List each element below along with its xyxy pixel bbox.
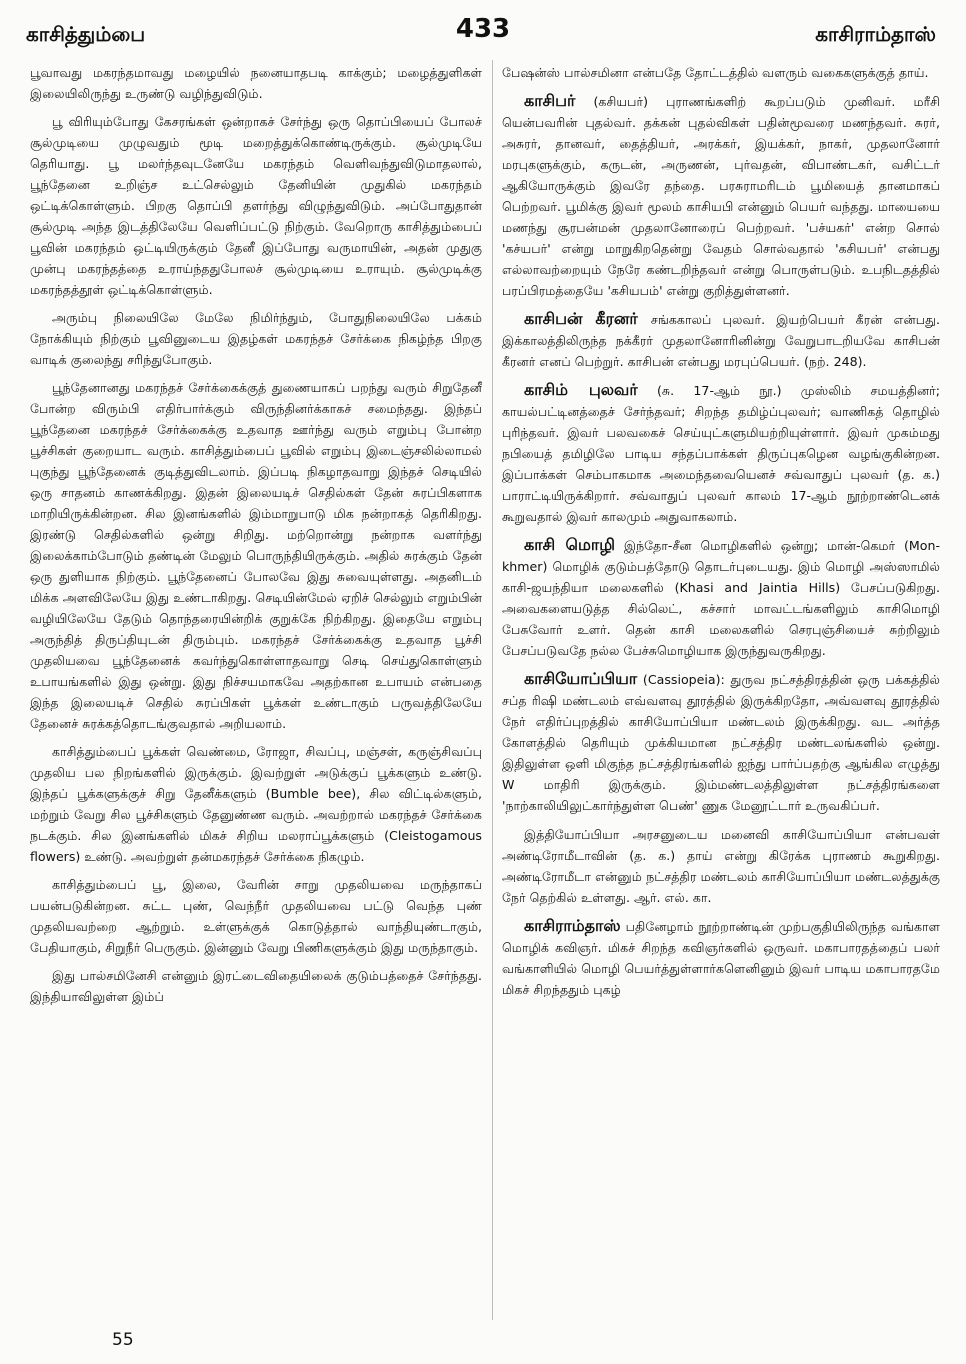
left-column [30, 62, 482, 1337]
paragraph: காசித்தும்பைப் பூக்கள் வெண்மை, ரோஜா, சிவப்பு, மஞ்சள், கருஞ்சிவப்பு முதலிய பல நிறங்களில் இருக்கும். இவற்றுள் அடுக்குப் பூக்களும் உண்டு. இந்தப் பூக்களுக்குச் சிறு தேனீக்களும் (Bumble bee), சில விட்டில்களும், மற்றும் வேறு சில பூச்சிகளும் தேனுண்ண வரும். அவற்றால் மகரந்தச் சேர்க்கை நடக்கும். சில இனங்களில் மிகச் சிறிய மலராப்பூக்களும் (Cleistogamous flowers) உண்டு. அவற்றுள் தன்மகரந்தச் சேர்க்கை நிகழும். [30, 744, 482, 864]
entry-headword: காசிராம்தாஸ் [524, 916, 621, 935]
entry-body: இத்தியோப்பியா அரசனுடைய மனைவி காசியோப்பியா என்பவள் அண்டிரோமீடாவின் (த. க.) தாய் என்று கிரேக்க புராணம் கூறுகிறது. அண்டிரோமீடா என்னும் நட்சத்திர மண்டலம் காசியோப்பியா மண்டலத்துக்கு நேர் தெற்கில் உள்ளது. ஆர். எல். கா. [502, 827, 940, 905]
entry [502, 308, 940, 372]
paragraph: இது பால்சமினேசி என்னும் இரட்டைவிதையிலைக் குடும்பத்தைச் சேர்ந்தது. இந்தியாவிலுள்ள இம்ப் [30, 968, 482, 1004]
entry-body: பதினேழாம் நூற்றாண்டின் முற்பகுதியிலிருந்த வங்காள மொழிக் கவிஞர். மிகச் சிறந்த கவிஞர்களில் ஒருவர். மகாபாரதத்தைப் பலர் வங்காளியில் மொழி பெயர்த்துள்ளார்களெனினும் இவர் பாடிய மகாபாரதமே மிகச் சிறந்ததும் புகழ் [502, 919, 940, 997]
entry-continuation [502, 823, 940, 908]
running-head-left: காசித்தும்பை [26, 22, 146, 46]
entry [502, 668, 940, 816]
entry-body: சங்ககாலப் புலவர். இயற்பெயர் கீரன் என்பது. இக்காலத்திலிருந்த நக்கீரர் முதலானோரினின்று வேறுபாடறியவே காசிபன் கீரனர் எனப் பெற்றுர். காசிபன் என்பது மரபுப்பெயர். (நற். 248). [502, 312, 940, 369]
entry-headword: காசி மொழி [524, 535, 615, 554]
entry-body: (சு. 17-ஆம் நூ.) முஸ்லிம் சமயத்தினர்; காயல்பட்டினத்தைச் சேர்ந்தவர்; சிறந்த தமிழ்ப்புலவர்; வாணிகத் தொழில் புரிந்தவர். இவர் பலவகைச் செய்யுட்களுமியற்றியுள்ளார். இவர் முகம்மது நபியைத் தமிழிலே பாடிய சந்தப்பாக்கள் திருப்புகழென வழங்குகின்றன. இப்பாக்கள் செம்பாகமாக அமைந்தவையெனச் சவ்வாதுப் புலவர் (த. க.) பாராட்டியிருக்கிறார். சவ்வாதுப் புலவர் காலம் 17-ஆம் நூற்றாண்டெனக் கூறுவதால் இவர் காலமும் அதுவாகலாம். [502, 383, 940, 524]
entry-headword: காசிபர் [524, 91, 576, 110]
entry [502, 379, 940, 527]
paragraph: பூவாவது மகரந்தமாவது மழையில் நனையாதபடி காக்கும்; மழைத்துளிகள் இலையிலிருந்து உருண்டு வழிந்துவிடும். [30, 65, 482, 101]
paragraph: காசித்தும்பைப் பூ, இலை, வேரின் சாறு முதலியவை மருந்தாகப் பயன்படுகின்றன. சுட்ட புண், வெந்நீர் முதலியவை பட்டு வெந்த புண் முதலியவற்றை ஆற்றும். உள்ளுக்குக் கொடுத்தால் வாந்தியுண்டாகும், பேதியாகும், சிறுநீர் பெருகும். இன்னும் வேறு பிணிகளுக்கும் இது மருந்தாகும். [30, 877, 482, 955]
paragraph: அரும்பு நிலையிலே மேலே நிமிர்ந்தும், போதுநிலையிலே பக்கம் நோக்கியும் நிற்கும் பூவினுடைய இதழ்கள் மகரந்தச் சேர்க்கை நிகழ்ந்த பிறகு வாடிக் குலைந்து சரிந்துபோகும். [30, 310, 482, 367]
entry-body: (கசியபர்) புராணங்களிற் கூறப்படும் முனிவர். மரீசி யென்பவரின் புதல்வர். தக்கன் புதல்விகள் பதின்மூவரை மணந்தவர். சுரர், அசுரர், தானவர், தைத்தியர், அரக்கர், இயக்கர், நாகர், முதலானோர் மரபுகளுக்கும், கருடன், அருணன், புர்வதன், விபாண்டகர், வசிட்டர் ஆகியோருக்கும் இவரே தந்தை. பரசுராமரிடம் பூமியைத் தானமாகப் பெற்றவர். பூமிக்கு இவர் மூலம் காசியபி என்னும் பெயர் வந்தது. மாயையை மணந்து சூரபன்மன் முதலானோரைப் பெற்றவர். 'பச்யகர்' என்ற சொல் 'கச்யபர்' என்று மாறுகிறதென்று வேதம் சொல்வதால் 'கசியபர்' என்பது எல்லாவற்றையும் நேரே கண்டறிந்தவர் என்று பொருள்படும். உபநிடதத்தில் பரப்பிரமத்தையே 'கசியபம்' என்று குறித்துள்ளனர். [502, 94, 940, 298]
entry [502, 90, 940, 301]
entry [502, 915, 940, 1000]
right-column [502, 62, 940, 1337]
entry-body: (Cassiopeia): துருவ நட்சத்திரத்தின் ஒரு பக்கத்தில் சப்த ரிஷி மண்டலம் எவ்வளவு தூரத்தில் இருக்கிறதோ, அவ்வளவு தூரத்தில் நேர் எதிர்ப்புறத்தில் காசியோப்பியா மண்டலம் இருக்கிறது. வட அர்த்த கோளத்தில் தெரியும் முக்கியமான நட்சத்திர மண்டலங்களில் ஒன்று. இதிலுள்ள ஒளி மிகுந்த நட்சத்திரங்களில் ஐந்து பார்ப்பதற்கு ஆங்கில எழுத்து W மாதிரி இருக்கும். இம்மண்டலத்திலுள்ள நட்சத்திரங்களை 'நாற்காலியிலுட்கார்ந்துள்ள பெண்' ணுக மேனூட்டார் உருவகிப்பர். [502, 672, 940, 813]
entry-headword: காசியோப்பியா [524, 669, 638, 688]
footer-number: 55 [112, 1330, 134, 1350]
continuation-paragraph: பேஷன்ஸ் பால்சமினா என்பதே தோட்டத்தில் வளரும் வகைகளுக்குத் தாய். [502, 65, 929, 80]
entry-headword: காசிபன் கீரனா் [524, 309, 640, 328]
entry [502, 534, 940, 661]
running-head-right: காசிராம்தாஸ் [815, 22, 936, 46]
entry-headword: காசிம் புலவர் [524, 380, 638, 399]
column-divider [492, 60, 493, 1320]
page-header [0, 10, 966, 52]
paragraph: பூ விரியும்போது கேசரங்கள் ஒன்றாகச் சேர்ந்து ஒரு தொப்பியைப் போலச் சூல்முடியை முழுவதும் மூடி மறைத்துக்கொண்டிருக்கும். சூல்முடியே தெரியாது. பூ மலர்ந்தவுடனேயே மகரந்தம் வெளிவந்துவிடுமாதலால், பூந்தேனை உறிஞ்ச உட்செல்லும் தேனியின் முதுகில் மகரந்தம் ஒட்டிக்கொள்ளும். பிறகு தொப்பி தளர்ந்து விழுந்துவிடும். அப்போதுதான் சூல்முடி அந்த இடத்திலேயே வெளிப்பட்டு நிற்கும். வேறொரு காசித்தும்பைப் பூவின் மகரந்தம் ஒட்டியிருக்கும் தேனீ இப்போது வருமாயின், அதன் முதுகு முன்பு மகரந்தத்தை உராய்ந்ததுபோலச் சூல்முடியை உராயும். சூல்முடிக்கு மகரந்தத்தூள் ஒட்டிக்கொள்ளும். [30, 114, 482, 297]
paragraph: பூந்தேனானது மகரந்தச் சேர்க்கைக்குத் துணையாகப் பறந்து வரும் சிறுதேனீ போன்ற விரும்பி எதிர்பார்க்கும் விருந்தினர்க்காகச் சமைந்தது. இந்தப் பூந்தேனை மகரந்தச் சேர்க்கைக்கு உதவாத ஊர்ந்து வரும் எறும்பு போன்ற பூச்சிகள் குறையாட வரும். காசித்தும்பைப் பூவில் எறும்பு இடைஞ்சலில்லாமல் புகுந்து பூந்தேனைக் குடித்துவிடலாம். இப்படி நிகழாதவாறு இந்தச் செடியில் ஒரு சாதனம் காணக்கிறது. இதன் இலையடிச் செதில்கள் தேன் சுரப்பிகளாக மாறியிருக்கின்றன. சில இனங்களில் இம்மாறுபாடு மிக நன்றாகத் தெரிகிறது. இரண்டு செதில்களில் ஒன்று சிறிது. மற்றொன்று நன்றாக வளர்ந்து இலைக்காம்போடும் தண்டின் மேலும் பொருந்தியிருக்கும். அதில் சுரக்கும் தேன் ஒரு துளியாக நிற்கும். பூந்தேனைப் போலவே இது சுவையுள்ளது. அதனிடம் மிக்க அளவிலேயே இது உண்டாகிறது. செடியின்மேல் ஏறிச் செல்லும் எறும்பின் வழியிலேயே தேடும் தொந்தரையின்றிக் குறுக்கே நிற்கிறது. இதையே எறும்பு அருந்தித் திருப்தியுடன் திரும்பும். மகரந்தச் சேர்க்கைக்கு உதவாத பூச்சி முதலியவை பூந்தேனைக் கவர்ந்துகொள்ளாதவாறு செடி செய்துகொள்ளும் உபாயங்களில் இது ஒன்று. இது நிச்சயமாகவே அதற்கான உபாயம் என்பதை இந்த இலையடிச் செதில் சுரப்பிகள் பூக்கள் உண்டாகும் பருவத்திலேயே தேனைச் சுரக்கத்தொடங்குவதால் அறியலாம். [30, 380, 482, 731]
entry-body: இந்தோ-சீன மொழிகளில் ஒன்று; மான்-கெமர் (Mon-khmer) மொழிக் குடும்பத்தோடு தொடர்புடையது. இம் மொழி அஸ்ஸாமில் காசி-ஜயந்தியா மலைகளில் (Khasi and Jaintia Hills) பேசப்படுகிறது. அவைகளையடுத்த சில்லெட், கச்சார் மாவட்டங்களிலும் காசிமொழி பேசுவோர் உளர். தென் காசி மலைகளில் செரபுஞ்சியைச் சுற்றிலும் பேசப்படுவதே நல்ல பேச்சுமொழியாக இருந்துவருகிறது. [502, 538, 940, 658]
page-number: 433 [455, 14, 511, 44]
